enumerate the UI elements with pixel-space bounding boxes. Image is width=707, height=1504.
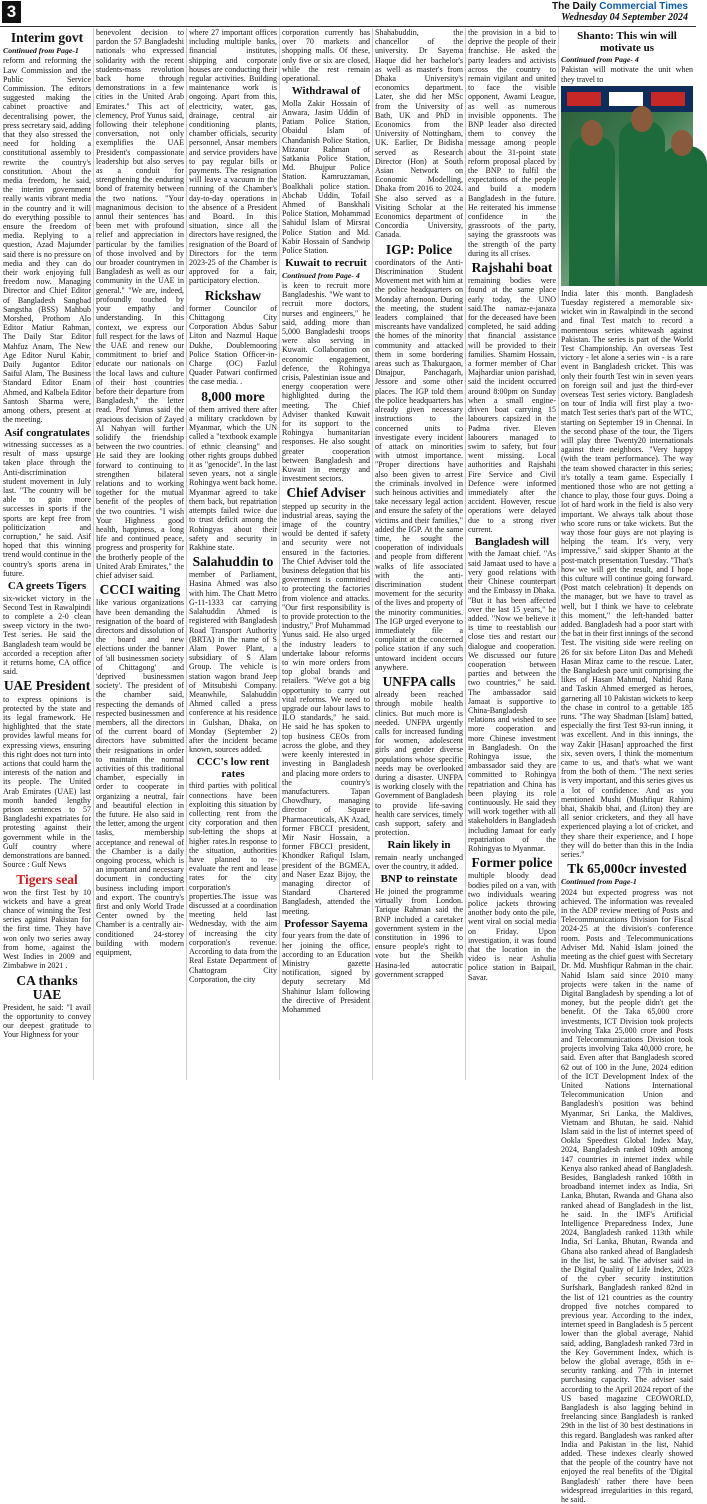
article-text: Molla Zakir Hossain of Anwara, Jasim Uddin of Patiam Police Station, Obaidul Islam of Chandanish Police Station, Mizanur Rahman of Satkania Police Station, Md. Bhujpur Police Station. Kamruzzaman, Boalkhali police station. Abchab Uddin, Tofail Ahmed of Banskhali Police Station, Mohammad Sahidul Islam of Mirsrai Police Station and Md. Kabir Hossain of Sandwip Police Station. — [282, 98, 370, 256]
article-text: already been reached through mobile health clinics. But much more is needed. UNFPA urgently calls for increased funding for women, adolescent girls and gender diverse populations whose specific needs may be overlooked during a disaster. UNFPA is working closely with the Government of Bangladesh to provide life-saving health care services, timely cash support, safety and protection. — [375, 690, 463, 838]
masthead-title — [552, 1, 688, 12]
headline-interim-govt: Interim govt — [10, 30, 84, 45]
article-text: the provision in a bid to deprive the people of their franchise. He asked the party leaders and activists across the country to remain vigilant and united to face the visible opponent, Awami League, as well as numerous invisible opponents. The BNP leader also directed them to convey the message among people about the 31-point state reform proposal placed by the BNP to fulfil the expectations of the people and build a modern Bangladesh in the future. He reiterated his immense confidence in the grassroots of the party, saying the grassroots was the strength of the party during its all crises. — [468, 28, 556, 258]
continued-label: Continued from Page- 4 — [561, 55, 639, 65]
article-text: India later this month. Bangladesh Tuesday registered a memorable six-wicket win in Rawalpindi in the second and final Test match to record a momentous series whitewash against Pakistan. The series is part of the World Test Championship. An overseas Test victory - let alone a series win - is a rare event in Bangladesh cricket. This was only their fourth Test win in seven years on foreign soil and just the third-ever overseas Test series victory. Bangladesh on tour of India will first play a two-match Test series that's part of the WTC, starting on September 19 in Chennai. In the second phase of the tour, the Tigers will play three Twenty20 internationals against their neighbors. "Very happy (with the team performance). The way the team showed character in this series; it's totally a team game. Especially I mentioned those who are not getting a chance to play, those four guys. Doing a lot of hard work in the field is also very important. We always talk about those who score runs or take wickets. But the way those four guys are not playing is helping the team. It's very, very impressive," said skipper Shanto at the post-match presentation Tuesday. "That's how we will get the result, and I hope this culture will continue going forward. (Post match celebration) It depends on the manager, but we have to travel as well, but I think we have to celebrate this moment," the left-handed batter added. Bangladesh had a poor start with the bat in their first innings of the second Test. The visiting side were reeling on 26 for six before Liton Das and Mehedi Hasan Miraz came to the rescue. Later, the Bangladesh pace unit comprising the likes of Hasan Mahmud, Nahid Rana and Taskin Ahmed emerged as heroes, garnering all 10 Pakistan wickets to keep the chase in control to a gettable 185 runs. "The way Shadman [Islam] batted, especially the first Test 93-run inning, it was excellent. And in this innings, the way Zakir [Hasan] approached the first six, seven overs, I think the momentum came to us, and that's what we want from the both of them. "The next series is very important, and this series gives us a lot of confidence. And as you mentioned Mushi (Mushfiqur Rahim) bhai, Shakib bhai, and (Liton) they are all senior cricketers, and they all have experienced playing a lot of cricket, and they share their experience, and I hope they will do better than this in the India series." — [561, 288, 693, 860]
column-divider — [186, 28, 187, 1080]
headline-rajshahi: Rajshahi boat — [471, 260, 553, 276]
player-figure — [661, 146, 707, 286]
article-text: former Councilor of Chittagong City Corporation Abdus Sabur Liton and Nazmul Haque Dukhe, Doublemooring Police Station Officer-in-Charge (OC) Fazlul Quader Patwari confirmed the case media. . — [189, 303, 277, 387]
article-text: stepped up security in the industrial areas, saying the image of the country would be dented if safety and security were not ensured in the factories. The Chief Adviser told the business delegation that his government is committed to protecting the factories from violence and attacks. "Our first responsibility is to provide protection to the industry," Prof Muhammad Yunus said. He also urged the industry leaders to undertake labour reforms to win more orders from top global brands and retailers. "We've got a big opportunity to carry out vital reforms. We need to upgrade our labour laws to ILO standards," he said. He said he has spoken to top business CEOs from across the globe, and they were keenly interested in investing in Bangladesh and placing more orders to the country's manufacturers. Tapan Chowdhury, managing director of Square Pharmaceuticals, AK Azad, former FBCCI president, Mir Nasir Hossain, a former FBCCI president, Khondker Rafiqul Islam, president of the BGMEA, and Naser Ezaz Bijoy, the managing director of Standard Chartered Bangladesh, attended the meeting. — [282, 501, 370, 916]
continued-label: Continued from Page-1 — [561, 877, 637, 887]
article-text: reform and reforming the Law Commission and the Public Service Commission. The editors suggested making the cabinet proactive and decentralising power, the press secretary said, adding that they also stressed the need for holding a constitutional assembly to rewrite the country's constitution. About the media freedom, he said, the interim government really wants vibrant media in the country and it will do everything possible to ensure the freedom of media. Replying to a question, Azad Majumder said there is no pressure on media and they can do their work enjoying full freedom now. Managing Director and Chief Editor of Bangladesh Sangbad Sangstha (BSS) Mahbub Morshed, Prothom Alo Editor Matiur Rahman, The Daily Star Editor Mahfuz Anam, The New Age Editor Nurul Kabir, Daily Jugantor Editor Saiful Alam, The Business Standard Editor Enam Ahmed, and Kalbela Editor Santosh Sharma were, among others, present at the meeting. — [3, 56, 91, 425]
headline-ca-thanks: CA thanks UAE — [16, 972, 78, 1002]
article-text: multiple bloody dead bodies piled on a van, with two individuals wearing police jackets throwing another body onto the pile, went viral on social media on Friday. Upon investigation, it was found that the location in the video is near Ashulia police station in Baipail, Savar. — [468, 871, 556, 982]
player-figure — [569, 136, 615, 286]
article-text: corporation currently has over 70 markets and shopping malls. Of these, only five or six are closed, while the rest remain operational. — [282, 28, 370, 84]
cricket-photo — [561, 86, 693, 286]
page-header — [0, 0, 696, 27]
article-text: He joined the programme virtually from London. Tarique Rahman said the BNP included a caretaker government system in the constitution in 1996 to ensure people's right to vote but the Sheikh Hasina-led autocratic government scrapped — [375, 886, 463, 979]
headline-tigers-seal: Tigers seal — [16, 871, 78, 887]
masthead-name: Commercial Times — [599, 1, 688, 12]
article-text: of them arrived there after a military crackdown by Myanmar, which the UN called a "textbook example of ethnic cleansing" and other rights groups dubbed it as "genocide". In the last seven years, not a single Rohingya went back home. Myanmar agreed to take them back, but repatriation attempts failed twice due to trust deficit among the Rohingyas about their safety and security in Rakhine state. — [189, 404, 277, 552]
player-head — [631, 106, 653, 132]
headline-8000-more: 8,000 more — [201, 388, 265, 404]
headline-ca-greets: CA greets Tigers — [7, 580, 87, 593]
sponsor-board — [567, 92, 601, 106]
masthead-prefix: The Daily — [552, 1, 597, 12]
article-text: third parties with political connections have been exploiting this situation by collecting rent from the city corporation and then sub-letting the shops at higher rates.In response to the situation, authorities have planned to re-evaluate the rent and lease rates for the city corporation's properties.The issue was discussed at a coordination meeting held last Wednesday, with the aim of increasing the city corporation's revenue. According to data from the Real Estate Department of Chattogram City Corporation, the city — [189, 781, 277, 984]
column-divider — [279, 28, 280, 1080]
article-text: like various organizations have been demanding the resignation of the board of directors and dissolution of the board and new elections under the banner of 'all businessmen society of Chittagong' and 'deprived businessmen society'. The president of the chamber said, respecting the demands of respected businessmen and members, all the directors of the current board of directors have submitted their resignations in order to maintain the normal activities of this traditional chamber, especially in order to cooperate in organizing a neutral, fair and beautiful election in the future. He also said in the letter, among the urgent tasks, membership acceptance and renewal of the Chamber is a daily ongoing process, which is an important and necessary document in conducting business including import and export. The country's first and only World Trade Center owned by the Chamber is a centrally air-conditioned 24-storey building with modern equipment, — [96, 598, 184, 958]
article-text: is keen to recruit more Bangladeshis. "We want to recruit more doctors, nurses and engineers," he said, adding more than 5,000 Bangladeshi troops were also serving in Kuwait. Collaboration on economic engagement, defence, the Rohingya crisis, Palestinian issue and energy cooperation were highlighted during the meeting. The Chief Adviser thanked Kuwait for its support to the Rohingya humanitarian responses. He also sought greater cooperation between Bangladesh and Kuwait in energy and investment sectors. — [282, 280, 370, 484]
headline-igp: IGP: Police — [385, 241, 453, 257]
page-number: 3 — [2, 1, 21, 23]
headline-rain: Rain likely in — [387, 839, 451, 852]
column-divider — [465, 28, 466, 1080]
headline-shanto: Shanto: This win will motivate us — [577, 30, 677, 54]
continued-label: Continued from Page-1 — [3, 46, 79, 56]
player-head — [671, 130, 693, 156]
article-text: won the first Test by 10 wickets and have a great chance of winning the Test series against Pakistan for the first time. They have won only two series away from home, against the West Indies in 2009 and Zimbabwe in 2021 . — [3, 887, 91, 971]
player-figure — [619, 121, 665, 286]
column-6 — [468, 28, 556, 1080]
article-text: remain nearly unchanged over the country, it added. — [375, 852, 463, 872]
column-divider — [93, 28, 94, 1080]
headline-former-police: Former police — [471, 855, 553, 871]
issue-date: Wednesday 04 September 2024 — [561, 12, 688, 23]
article-text: where 27 important offices including multiple banks, financial institutes, shipping and corporate houses are conducting their regular activities. Building maintenance work is ongoing. Apart from this, electricity, water, gas, drainage, central air conditioning plants, chamber officials, security personnel, Ansar members and service providers have to pay regular bills or payments. The resignation will leave a vacuum in the running of the Chamber's day-to-day operations in the absence of a President and Board. In this situation, since all the directors have resigned, the resignation of the Board of Directors for the term 2023-25 of the Chamber is approved for a fair, participatory election. — [189, 28, 277, 286]
player-head — [581, 120, 603, 146]
article-text: member of Parliament, Hasina Ahmed was also with him. The Chatt Metro G-11-1333 car carrying Salahuddin Ahmed is registered with Bangladesh Road Transport Authority (BRTA) in the name of S Alam Power Plant, a subsidiary of S Alam Group. The vehicle is station wagon brand Jeep of Mitsubishi Company. Meanwhile, Salahuddin Ahmed called a press conference at his residence in Gulshan, Dhaka, on Monday (September 2) after the incident became known, sources added. — [189, 570, 277, 755]
article-text: President, he said: "I avail the opportunity to convey our deepest gratitude to Your Highness for your — [3, 1002, 91, 1040]
masthead — [552, 1, 688, 23]
headline-professor-sayema: Professor Sayema — [284, 917, 368, 930]
sponsor-board — [609, 92, 643, 106]
headline-uae-president: UAE President — [3, 678, 91, 694]
article-text: Shahabuddin, the chancellor of the university. Dr Sayema Haque did her bachelor's as well as master's from Dhaka University's economics department. Later, she did her MSc from the University of Bath, UK and PhD in Economics from the University of Nottingham, UK. Earlier, Dr Bidisha served as Research Director (Hon) at South Asian Network on Economic Modelling, Dhaka from 2016 to 2024. She also served as a Visiting Scholar at the Economics department of Concordia University, Canada. — [375, 28, 463, 240]
article-text: coordinators of the Anti-Discrimination Student Movement met with him at the police headquarters on Monday afternoon. During the meeting, the student leaders complained that miscreants have vandalized the homes of the minority community and attacked them in some bordering areas such as Thakurgaon, Dinajpur, Panchagarh, Jessore and some other places. The IGP told them the police headquarters has already given necessary instructions to the concerned units to investigate every incident of attack on minorities with utmost importance. "Proper directions have also been given to arrest the criminals involved in such heinous activities and take necessary legal action and ensure the safety of the victims and their families," added the IGP. At the same time, he sought the cooperation of individuals and people from different walks of life associated with the anti-discrimination student movement for the security of the lives and property of the minority communities. The IGP urged everyone to immediately file a complaint at the concerned police station if any such untoward incident occurs anywhere. — [375, 257, 463, 672]
headline-ccci: CCCI waiting — [99, 582, 181, 598]
article-text: Pakistan will motivate the unit when they travel to — [561, 65, 693, 84]
headline-bnp: BNP to reinstate — [380, 873, 458, 886]
headline-rickshaw: Rickshaw — [204, 287, 262, 303]
headline-bangladesh-will: Bangladesh will — [474, 535, 550, 548]
article-text: four years from the date of her joining the office, according to an Education Ministry gazette notification, signed by deputy secretary Md Shahinur Islam following the directive of President Mohammed — [282, 931, 370, 1014]
sponsor-board — [651, 92, 685, 106]
headline-unfpa: UNFPA calls — [382, 673, 456, 689]
article-text: to express opinions is protected by the state and its legal framework. He highlighted that the state provides lawful means for expressing views, ensuring this right does not turn into actions that could harm the interests of the nation and its people. The United Arab Emirates (UAE) last month handed lengthy prison sentences to 57 Bangladeshi expatriates for protesting against their government while in the Gulf country where demonstrations are banned. Source : Gulf News — [3, 694, 91, 870]
headline-withdrawal: Withdrawal of — [291, 85, 361, 98]
article-text: remaining bodies were found at the same place early today, the UNO said.The namaz-e-janaza for the deceased have been completed, he said adding that financial assistance will be provided to their families. Shamim Hossain, a former member of Char Majhardiar union parishad, said the incident occurred around 8:00pm on Sunday when a small engine-driven boat carrying 15 labourers capsized in the Padma river. Eleven labourers managed to swim to safety, but four went missing. Local authorities and Rajshahi Fire Service and Civil Defence were informed immediately after the accident. However, rescue operations were delayed due to a strong river current. — [468, 276, 556, 534]
headline-tk-65000cr: Tk 65,000cr invested — [567, 861, 687, 877]
column-divider — [558, 28, 559, 1080]
article-text: 2024 but expected progress was not achieved. The information was revealed in the ADP review meeting of Posts and Telecommunications Division for Fiscal 2024-25 at the division's conference room. Posts and Telecommunications Adviser Md. Nahid Islam joined the meeting as the chief guest with Secretary Dr. Md. Mushfiqur Rahman in the chair. Nahid Islam said since 2010 many projects were taken in the name of Digital Bangladesh by spending a lot of money, but the people didn't get the benefit. Of the Taka 65,000 crore investments, ICT Division took projects involving Taka 25,000 crore and Posts and Telecommunications Division took projects involving Taka 40,000 crore, he said. Even after that Bangladesh scored 62 out of 100 in the June, 2024 edition of the ICT Development Index of the United Nations International Telecommunication Union and Bangladesh's position was behind Myanmar, Sri Lanka, the Maldives, Vietnam and Bhutan, he said. Nahid Islam said in the list of internet speed of Ookla Speedtest Global Index May, 2024, Bangladesh ranked 109th among 147 countries in internet index while Kenya also ranked ahead of Bangladesh. Besides, Bangladesh ranked 108th in broadband internet index as India, Sri Lanka, Bhutan, Rwanda and Ghana also ranked ahead of Bangladesh in the list, he said. In the IMF's Artificial Intelligence Preparedness Index, June 2024, Bangladesh ranked 113th while India, Sri Lanka, Bhutan, Rwanda and Ghana also ranked ahead of Bangladesh in the list, he said. The adviser said in the Digital Quality of Life Index, 2023 of the cyber security institution Surfshark, Bangladesh ranked 82nd in the list of 121 countries as the country dropped five notches compared to previous year. According to the index, internet speed in Bangladesh is 5 percent lower than the global average, Nahid said, adding, Bangladesh ranked 73rd in the Key Government Index, which is below the global average, 85th in e-security ranking and 77th in internet purchasing capacity. The adviser said according to the April 2024 report of the US based magazine CEOWORLD, Bangladesh is also lagging behind in freelancing since Bangladesh is ranked 29th in the list of 30 best destinations in this regard. Bangladesh was ranked after India and Pakistan in the list, Nahid added. These indexes clearly showed that the people of the country have not enjoyed the real benefits of the 'Digital Bangladesh' rather there have been widespread irregularities in this regard, he said. — [561, 887, 693, 1504]
column-5 — [375, 28, 463, 1080]
column-1 — [3, 28, 91, 1080]
column-divider — [372, 28, 373, 1080]
article-text: six-wicket victory in the Second Test in Rawalpindi to complete a 2-0 clean sweep victory in the two-Test series. He said the Bangladesh team would be accorded a reception after it returns home, CA office said. — [3, 593, 91, 677]
article-text: with the Jamaat chief. "As said Jamaat used to have a very good relations with their Chinese counterpart and the Embassy in Dhaka. "But it has been affected over the last 15 years," he added. "Now we believe it is time to reestablish our close ties and restart our dialogue and cooperation. We discussed our future cooperation between parties and between the two countries," he said. The ambassador said Jamaat is supportive to China-Bangladesh relations and wished to see more cooperation and more Chinese investment in Bangladesh. On the Rohingya issue, the ambassador said they are committed to Rohingya repatriation and China has been playing its role continuously. He said they will work together with all stakeholders in Bangladesh including Jamaat for early repatriation of the Rohingyas to Myanmar. — [468, 549, 556, 853]
column-3 — [189, 28, 277, 1080]
headline-ccc-rent: CCC's low rent rates — [196, 756, 270, 780]
column-7 — [561, 28, 693, 1504]
continued-label: Continued from Page- 4 — [282, 270, 360, 280]
article-text: witnessing successes as a result of mass upsurge taken place through the Anti-discrimination student movement in July last. "The country will be able to gain more successes in sports if the sports are kept free from politicization and corruption," he said. Asif hoped that this winning trend would continue in the country's sports arena in future. — [3, 440, 91, 578]
headline-kuwait: Kuwait to recruit — [285, 257, 367, 270]
column-2 — [96, 28, 184, 1080]
column-4 — [282, 28, 370, 1080]
headline-salahuddin: Salahuddin to — [192, 554, 274, 570]
article-text: benevolent decision to pardon the 57 Bangladeshi nationals who expressed solidarity with the recent students-mass revolution back home through demonstrations in a few cities in the United Arab Emirates." This act of clemency, Prof Yunus said, following their telephone conversation, not only exemplifies the UAE President's compassionate leadership but also serves as a conduit for strengthening the enduring bond of fraternity between the two nations. "Your magnanimous decision to annul their sentences has been met with profound relief and appreciation in particular by the families of those involved and by our broader countrymen in Bangladesh as well as our community in the UAE in general." "We are, indeed, profoundly touched by your empathy and understanding. In this context, we express our full respect for the laws of the UAE and renew our commitment to brief and educate our nationals on the local laws and culture of their host countries before their departure from Bangladesh," the letter read. Prof Yunus said the gracious decision of Zayed Al Nahyan will further solidify the friendship between the two countries. He said they are looking forward to continuing to strengthen bilateral relations and to working together for the mutual benefit of the peoples of the two countries. "I wish Your Highness good health, happiness, a long life and continued peace, progress and prosperity for the brotherly people of the United Arab Emirates," the chief adviser said. — [96, 28, 184, 580]
headline-chief-adviser: Chief Adviser — [286, 485, 366, 501]
headline-asif: Asif congratulates — [4, 426, 90, 439]
